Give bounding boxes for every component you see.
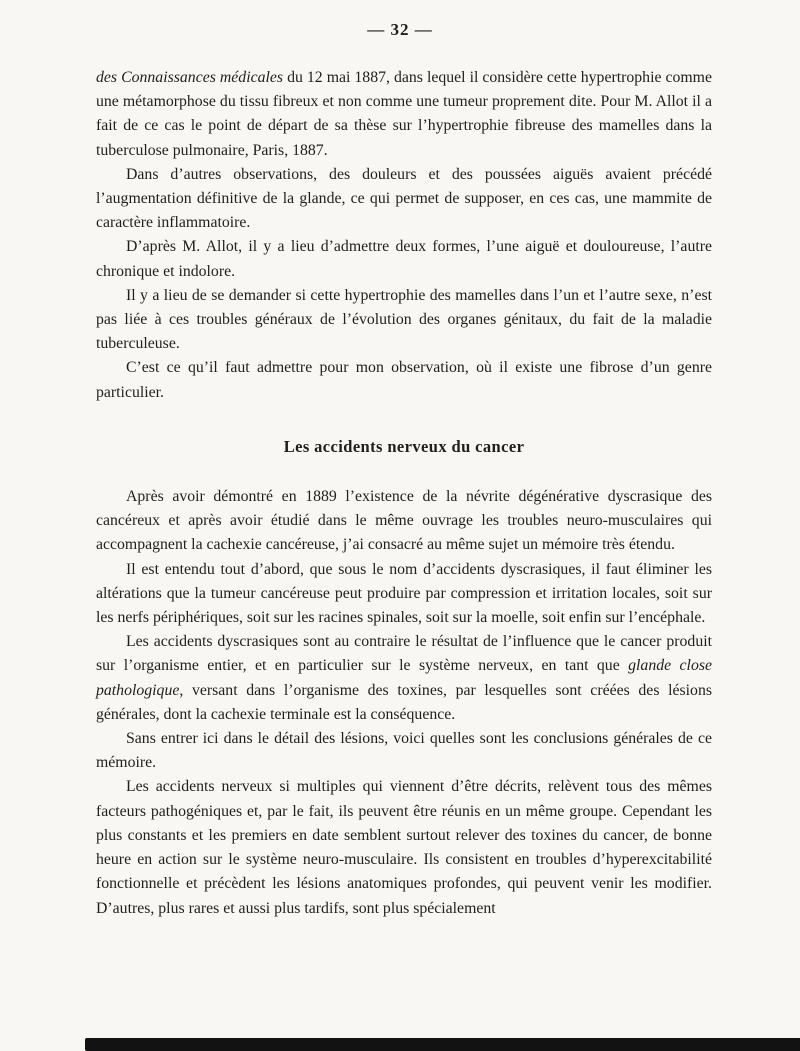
text-run: Après avoir démontré en 1889 l’existence de la névrite dégénérative dyscrasique des cancéreux et après avoir étudié dans le même ouvrage les troubles neuro-musculaires qui accompagnent la cachexie cancéreuse, j’ai consacré au même sujet un mémoire très étendu. xyxy=(96,488,712,554)
text-run: D’après M. Allot, il y a lieu d’admettre deux formes, l’une aiguë et douloureuse, l’autre chronique et indolore. xyxy=(96,238,712,280)
paragraph xyxy=(96,163,712,236)
paragraph xyxy=(96,558,712,631)
text-run: Il est entendu tout d’abord, que sous le nom d’accidents dyscrasiques, il faut éliminer les altérations que la tumeur cancéreuse peut produire par compression et irritation locales, soit sur les nerfs périphériques, soit sur les racines spinales, soit sur la moelle, soit enfin sur l’encéphale. xyxy=(96,560,712,627)
page-header xyxy=(0,0,800,42)
paragraph xyxy=(96,727,712,775)
text-run: Il y a lieu de se demander si cette hypertrophie des mamelles dans l’un et l’autre sexe, n’est pas liée à ces troubles généraux de l’évolution des organes génitaux, du fait de la maladie tuberculeuse. xyxy=(96,286,712,353)
text-run: Sans entrer ici dans le détail des lésions, voici quelles sont les conclusions générales de ce mémoire. xyxy=(96,730,712,772)
text-run: Les accidents dyscrasiques sont au contraire le résultat de l’influence que le cancer produit sur l’organisme entier, et en particulier sur le système nerveux, en tant que xyxy=(96,633,712,675)
paragraph xyxy=(96,775,712,920)
text-run: , versant dans l’organisme des toxines, par lesquelles sont créées des lésions générales, dont la cachexie terminale est la conséquence. xyxy=(96,681,712,723)
text-run: Les accidents nerveux si multiples qui viennent d’être décrits, relèvent tous des mêmes facteurs pathogéniques et, par le fait, ils peuvent être réunis en un même groupe. Cependant les plus constants et les premiers en date semblent surtout relever des toxines du cancer, de bonne heure en action sur le système neuro-musculaire. Ils consistent en troubles d’hyperexcitabilité fonctionnelle et précèdent les lésions anatomiques profondes, qui peuvent venir les modifier. D’autres, plus rares et aussi plus tardifs, sont plus spécialement xyxy=(96,778,712,917)
page-number: — 32 — xyxy=(367,20,433,39)
paragraph xyxy=(96,630,712,727)
text-run-italic: des Connaissances médicales xyxy=(96,69,284,86)
paragraph xyxy=(96,356,712,404)
page-content xyxy=(96,66,712,921)
paragraph xyxy=(96,66,712,163)
paragraph xyxy=(96,235,712,283)
text-run: C’est ce qu’il faut admettre pour mon observation, où il existe une fibrose d’un genre particulier. xyxy=(96,359,712,401)
text-run: Dans d’autres observations, des douleurs et des poussées aiguës avaient précédé l’augmentation définitive de la glande, ce qui permet de supposer, en ces cas, une mammite de caractère inflammatoire. xyxy=(96,165,712,232)
paragraph xyxy=(96,284,712,357)
scan-artifact-bar xyxy=(85,1038,800,1051)
section-heading: Les accidents nerveux du cancer xyxy=(283,436,525,456)
text-run: du 12 mai 1887, dans lequel il considère cette hypertrophie comme une métamorphose du tissu fibreux et non comme une tumeur proprement dite. Pour M. Allot il a fait de ce cas le point de départ de sa thèse sur l’hypertrophie fibreuse des mamelles dans la tuberculose pulmonaire, Paris, 1887. xyxy=(96,69,712,159)
text-run-italic: glande close pathologique xyxy=(96,657,713,699)
paragraph xyxy=(96,485,712,558)
